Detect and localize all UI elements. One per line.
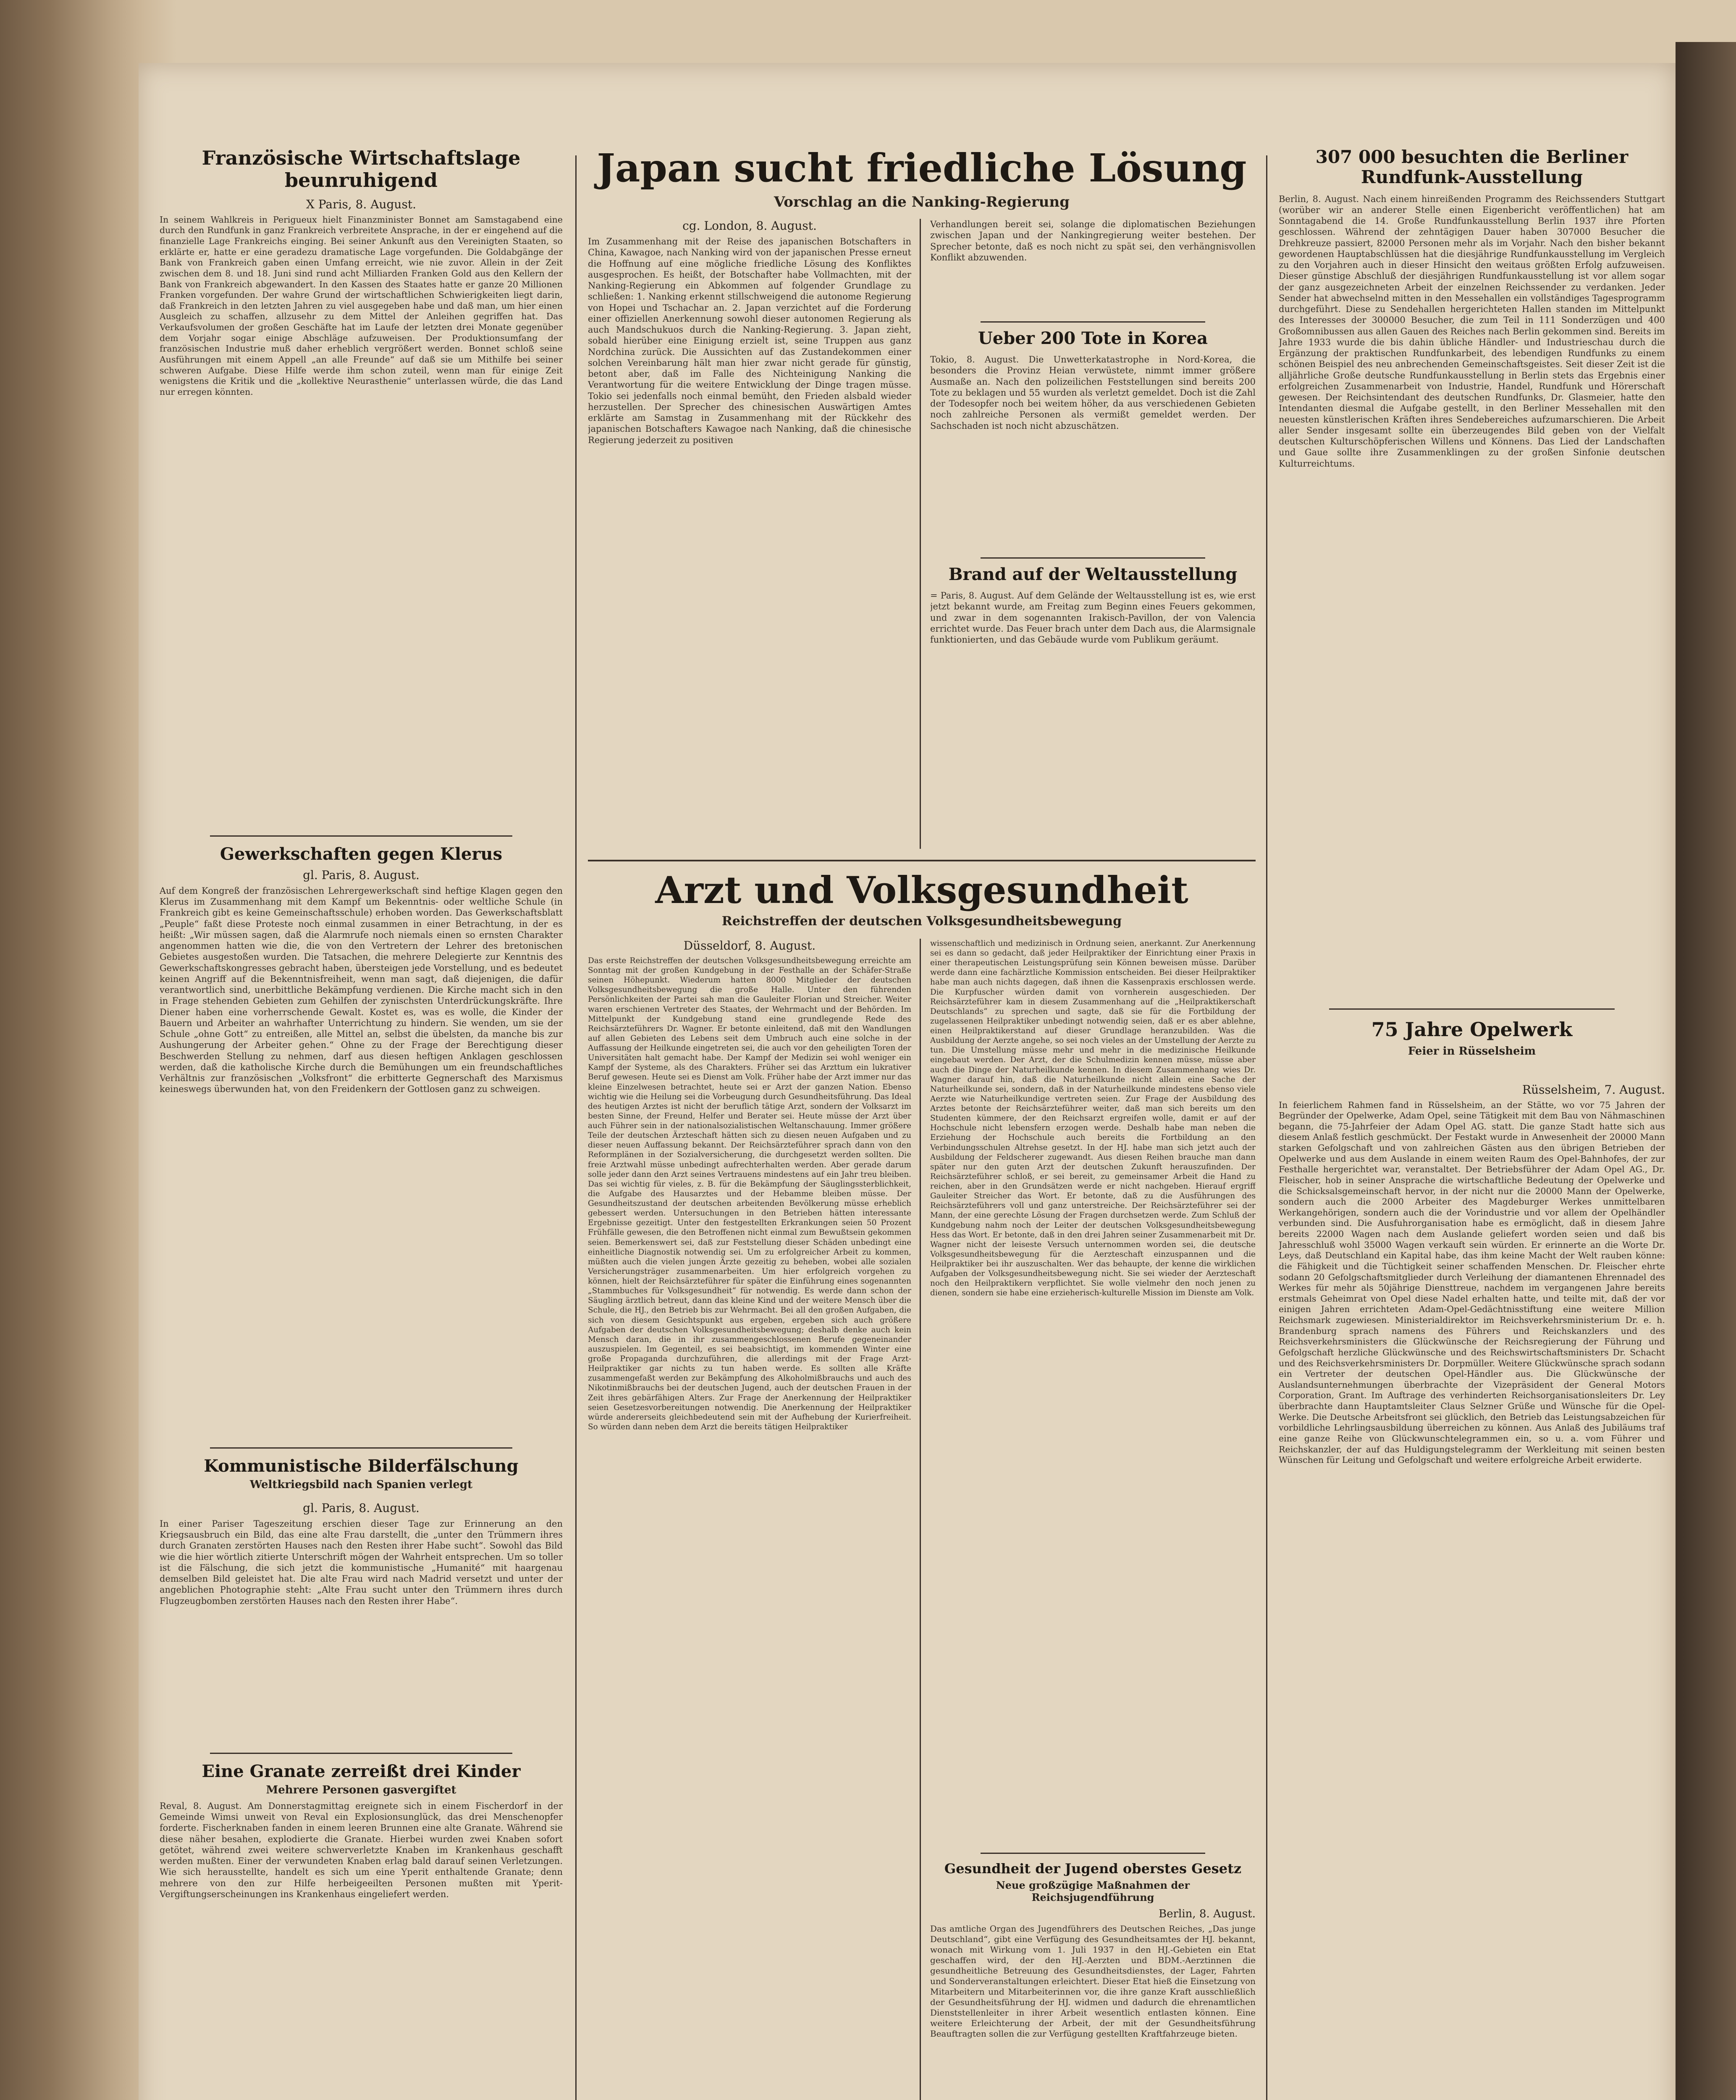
section-divider-line — [588, 860, 1256, 861]
column-rule — [575, 155, 577, 2100]
column-rule — [920, 219, 921, 849]
article-body: In feierlichem Rahmen fand in Rüsselsheim, an der Stätte, wo vor 75 Jahren der Begründer der Opelwerke, Adam Opel, seine Tätigkeit mit dem Bau von Nähmaschinen begann, die 75-Jahrfeier der Adam Opel AG. statt. Die ganze Stadt hatte sich aus diesem Anlaß festlich geschmückt. Der Festakt wurde in Anwesenheit der 20000 Mann starken Gefolgschaft und von zahlreichen Gästen aus den übrigen Betrieben der Opelwerke und aus dem Auslande in einem weiten Raum des Opel-Bahnhofes, der zur Festhalle hergerichtet war, veranstaltet. Der Betriebsführer der Adam Opel AG., Dr. Fleischer, hob in seiner Ansprache die wirtschaftliche Bedeutung der Opelwerke und die Schicksalsgemeinschaft hervor, in der nicht nur die 20000 Mann der Opelwerke, sondern auch die 2000 Arbeiter des Magdeburger Werkes unmittelbaren Werkangehörigen, sondern auch die der Vorindustrie und vor allem der Opelhändler verbunden sind. Die Ausfuhrorganisation habe es ermöglicht, daß in diesem Jahre bereits 22000 Wagen nach dem Auslande geliefert worden seien und daß bis Jahresschluß wohl 35000 Wagen verkauft sein würden. Er erinnerte an die Worte Dr. Leys, daß Deutschland ein Kapital habe, das ihm keine Macht der Welt rauben könne: die Fähigkeit und die Tüchtigkeit seiner schaffenden Menschen. Dr. Fleischer ehrte sodann 20 Gefolgschaftsmitglieder durch Verleihung der diamantenen Ehrennadel des Werkes für mehr als 50jährige Diensttreue, nachdem im vergangenen Jahre bereits erstmals Geheimrat von Opel diese Nadel erhalten hatte, und teilte mit, daß der vor einigen Jahren errichteten Adam-Opel-Gedächtnisstiftung eine weitere Million Reichsmark zugewiesen. Ministerialdirektor im Reichsverkehrsministerium Dr. e. h. Brandenburg sprach namens des Führers und Reichskanzlers und des Reichsverkehrsministers die Glückwünsche der Reichsregierung der Führung und Gefolgschaft herzliche Glückwünsche und des Reichswirtschaftsministers Dr. Schacht und des Reichsverkehrsministers Dr. Dorpmüller. Weitere Glückwünsche sprach sodann ein Vertreter der deutschen Opel-Händler aus. Die Glückwünsche der Auslandsunternehmungen überbrachte der Vizepräsident der General Motors Corporation, Grant. Im Auftrage des verhinderten Reichsorganisationsleiters Dr. Ley überbrachte dann Hauptamtsleiter Claus Selzner Grüße und Wünsche für die Opel-Werke. Die Deutsche Arbeitsfront sei glücklich, den Betrieb das Leistungsabzeichen für vorbildliche Lehrlingsausbildung überreichen zu können. Aus Anlaß des Jubiläums traf eine ganze Reihe von Glückwunschtelegrammen ein, so u. a. vom Führer und Reichskanzler, der auf das Huldigungstelegramm der Werkleitung mit seinen besten Wünschen für Leitung und Gefolgschaft und weitere erfolgreiche Arbeit erwiderte. — [1279, 1100, 1665, 1465]
article-body: Das erste Reichstreffen der deutschen Volksgesundheitsbewegung erreichte am Sonntag mit der großen Kundgebung in der Festhalle an der Schäfer-Straße seinen Höhepunkt. Wiederum hatten 8000 Mitglieder der deutschen Volksgesundheitsbewegung die große Halle. Unter den führenden Persönlichkeiten der Partei sah man die Gauleiter Florian und Streicher. Weiter waren erschienen Vertreter des Staates, der Wehrmacht und der Behörden. Im Mittelpunkt der Kundgebung stand eine grundlegende Rede des Reichsärzteführers Dr. Wagner. Er betonte einleitend, daß mit den Wandlungen auf allen Gebieten des Lebens seit dem Umbruch auch eine solche in der Auffassung der Heilkunde eingetreten sei, die auch vor den geheiligten Toren der Universitäten halt gemacht habe. Der Kampf der Medizin sei wohl weniger ein Kampf der Systeme, als des Charakters. Früher sei das Arzttum ein lukrativer Beruf gewesen. Heute sei es Dienst am Volk. Früher habe der Arzt immer nur das kleine Einzelwesen betrachtet, heute sei er Arzt der ganzen Nation. Ebenso wichtig wie die Heilung sei die Vorbeugung durch Gesundheitsführung. Das Ideal des heutigen Arztes ist nicht der beruflich tätige Arzt, sondern der Volksarzt im besten Sinne, der Freund, Helfer und Berater sei. Heute müsse der Arzt über auch Führer sein in der nationalsozialistischen Weltanschauung. Immer größere Teile der deutschen Ärzteschaft hätten sich zu diesen neuen Aufgaben und zu dieser neuen Auffassung bekannt. Der Reichsärzteführer sprach dann von den Reformplänen in der Sozialversicherung, die durchgesetzt werden sollten. Die freie Arztwahl müsse unbedingt aufrechterhalten werden. Aber gerade darum solle jeder dann den Arzt seines Vertrauens mindestens auf ein Jahr treu bleiben. Das sei wichtig für vieles, z. B. für die Bekämpfung der Säuglingssterblichkeit, die Aufgabe des Hausarztes und der Hebamme bleiben müsse. Der Gesundheitszustand der deutschen arbeitenden Bevölkerung müsse erheblich gebessert werden. Untersuchungen in den Betrieben hätten interessante Ergebnisse gezeitigt. Unter den festgestellten Erkrankungen seien 50 Prozent Frühfälle gewesen, die den Betroffenen nicht einmal zum Bewußtsein gekommen seien. Bemerkenswert sei, daß zur Feststellung dieser Schäden unbedingt eine einheitliche Diagnostik notwendig sei. Um zu erfolgreicher Arbeit zu kommen, müßten auch die vielen jungen Ärzte gezeitig zu beheben, wobei alle sozialen Versicherungsträger zusammenarbeiten. Um hier erfolgreich vorgehen zu können, hielt der Reichsärzteführer für später die Einführung eines sogenannten „Stammbuches für Volksgesundheit“ für notwendig. Es werde dann schon der Säugling ärztlich betreut, dann das kleine Kind und der weitere Mensch über die Schule, die HJ., den Betrieb bis zur Wehrmacht. Bei all den großen Aufgaben, die sich von diesem Gesichtspunkt aus ergeben, ergeben sich auch größere Aufgaben der deutschen Volksgesundheitsbewegung; deshalb denke auch kein Mensch daran, die in ihr zusammengeschlossenen Berufe gegeneinander auszuspielen. Im Gegenteil, es sei beabsichtigt, im kommenden Winter eine große Propaganda durchzuführen, die allerdings mit der Frage Arzt-Heilpraktiker gar nichts zu tun haben werde. Es sollten alle Kräfte zusammengefaßt werden zur Bekämpfung des Alkoholmißbrauchs und auch des Nikotinmißbrauchs bei der deutschen Jugend, auch der deutschen Frauen in der Zeit ihres gebärfähigen Alters. Zur Frage der Anerkennung der Heilpraktiker seien Gesetzesvorbereitungen notwendig. Die Anerkennung der Heilpraktiker würde andererseits gleichbedeutend sein mit der Aufhebung der Kurierfreiheit. So würden dann neben dem Arzt die bereits tätigen Heilpraktiker — [588, 956, 911, 1431]
left-column — [160, 147, 563, 2053]
dateline: Düsseldorf, 8. August. — [683, 938, 816, 953]
column-divider-line — [210, 1753, 512, 1754]
newspaper-page — [139, 63, 1676, 2100]
article-subheadline: Feier in Rüsselsheim — [1408, 1045, 1536, 1058]
article-body: Berlin, 8. August. Nach einem hinreißenden Programm des Reichssenders Stuttgart (worüber wir an anderer Stelle einen Eigenbericht veröffentlichen) hat am Sonntagabend die 14. Große Rundfunkausstellung Berlin 1937 ihre Pforten geschlossen. Während der zehntägigen Dauer haben 307000 Besucher die Drehkreuze passiert, 82000 Personen mehr als im Vorjahr. Nach den bisher bekannt gewordenen Hauptabschlüssen hat die diesjährige Rundfunkausstellung im Vergleich zu den Vorjahren auch in dieser Hinsicht den weitaus größten Erfolg aufzuweisen. Dieser günstige Abschluß der diesjährigen Rundfunkausstellung ist vor allem sogar der ganz ausgezeichneten Arbeit der einzelnen Reichssender zu verdanken. Jeder Sender hat abwechselnd mitten in den Messehallen ein vollständiges Tagesprogramm durchgeführt. Diese zu Sendehallen hergerichteten Hallen standen im Mittelpunkt des Interesses der 300000 Besucher, die zum Teil in 111 Sonderzügen und 400 Großomnibussen aus allen Gauen des Reiches nach Berlin gekommen sind. Bereits im Jahre 1933 wurde die bis dahin übliche Händler- und Industrieschau durch die Ergänzung der praktischen Rundfunkarbeit, des lebendigen Rundfunks zu einem schönen Beispiel des neu anbrechenden Gemeinschaftsgeistes. Seit dieser Zeit ist die alljährliche Große deutsche Rundfunkausstellung in Berlin stets das Ergebnis einer erfolgreichen Zusammenarbeit von Industrie, Handel, Rundfunk und Hörerschaft gewesen. Der Reichsintendant des deutschen Rundfunks, Dr. Glasmeier, hatte den Intendanten diesmal die Aufgabe gestellt, in den Berliner Messehallen mit den neuesten künstlerischen Kräften ihres Sendebereiches aufzumarschieren. Die Arbeit aller Sender insgesamt sollte ein überzeugendes Bild geben von der Vielfalt deutschen Kulturschöpferischen Willens und Könnens. Das Lied der Landschaften und Gaue sollte ihre Zusammenklingen zu der großen Sinfonie deutschen Kulturreichtums. — [1279, 194, 1665, 469]
article-body: wissenschaftlich und medizinisch in Ordnung seien, anerkannt. Zur Anerkennung sei es dann so gedacht, daß jeder Heilpraktiker der Einrichtung einer Praxis in einer therapeutischen Leistungsprüfung sein Können beweisen müsse. Darüber werde dann eine fachärztliche Kommission entscheiden. Bei dieser Heilpraktiker habe man auch nichts dagegen, daß ihnen die Kassenpraxis erschlossen werde. Die Kurpfuscher würden damit von vornherein ausgeschieden. Der Reichsärzteführer kam in diesem Zusammenhang auf die „Heilpraktikerschaft Deutschlands“ zu sprechen und sagte, daß sie für die Fortbildung der zugelassenen Heilpraktiker unbedingt notwendig seien, daß er es aber ablehne, einen Heilpraktikerstand auf dieser Grundlage heranzubilden. Was die Ausbildung der Aerzte angehe, so sei noch vieles an der Umstellung der Aerzte zu tun. Die Umstellung müsse mehr und mehr in die medizinische Heilkunde eingebaut werden. Der Arzt, der die Schulmedizin kennen müsse, müsse aber auch die Dinge der Naturheilkunde kennen. In diesem Zusammenhang wies Dr. Wagner darauf hin, daß die Naturheilkunde nicht allein eine Sache der Naturheilkunde sei, sondern, daß in der Naturheilkunde mindestens ebenso viele Aerzte wie Naturheilkundige vertreten seien. Zur Frage der Ausbildung des Arztes betonte der Reichsärzteführer weiter, daß man sich bereits um den Studenten kümmere, der den Reichsarzt ergreifen wolle, damit er auf der Hochschule nicht lebensfern erzogen werde. Deshalb habe man neben die Erziehung der Hochschule auch bereits die Fortbildung an den Verbindungsschulen Altrehse gesetzt. In der HJ. habe man sich jetzt auch der Ausbildung der Feldscherer zugewandt. Aus diesen Reihen brauche man dann später nur den guten Arzt der deutschen Zukunft herauszufinden. Der Reichsärzteführer schloß, er sei bereit, zu gemeinsamer Arbeit die Hand zu reichen, aber in den Grundsätzen werde er nicht nachgeben. Hierauf ergriff Gauleiter Streicher das Wort. Er betonte, daß zu die Ausführungen des Reichsärzteführers voll und ganz unterstreiche. Der Reichsärzteführer sei der Mann, der eine gerechte Lösung der Fragen durchsetzen werde. Zum Schluß der Kundgebung nahm noch der Leiter der deutschen Volksgesundheitsbewegung Hess das Wort. Er betonte, daß in den drei Jahren seiner Zusammenarbeit mit Dr. Wagner nicht der leiseste Versuch unternommen worden sei, die deutsche Volksgesundheitsbewegung für die Aerzteschaft einzuspannen und die Heilpraktiker bei ihr auszuschalten. Wer das behaupte, der kenne die wirklichen Aufgaben der Volksgesundheitsbewegung nicht. Sie sei wieder der Aerzteschaft noch den Heilpraktikern verpflichtet. Sie wolle vielmehr den noch jenen zu dienen, sondern sie habe eine erzieherisch-kulturelle Mission im Dienste am Volk. — [930, 939, 1256, 1298]
dateline: X Paris, 8. August. — [306, 197, 416, 211]
right-column — [1279, 147, 1665, 2100]
dateline: cg. London, 8. August. — [682, 219, 817, 233]
article-body: Reval, 8. August. Am Donnerstagmittag ereignete sich in einem Fischerdorf in der Gemeinde Wimsi unweit von Reval ein Explosionsunglück, das drei Menschenopfer forderte. Fischerknaben fanden in einem leeren Brunnen eine alte Granate. Während sie diese näher besahen, explodierte die Granate. Hierbei wurden zwei Knaben sofort getötet, während zwei weitere schwerverletzte Knaben im Krankenhaus geschafft werden mußten. Einer der verwundeten Knaben erlag bald darauf seinen Verletzungen. Wie sich herausstellte, handelt es sich um eine Yperit enthaltende Granate; denn mehrere von den zur Hilfe herbeigeeilten Personen mußten mit Yperit-Vergiftungserscheinungen ins Krankenhaus eingeliefert werden. — [160, 1801, 563, 1899]
article-headline: Japan sucht friedliche Lösung — [597, 145, 1247, 191]
article-headline: Ueber 200 Tote in Korea — [978, 328, 1208, 349]
article-subheadline: Reichstreffen der deutschen Volksgesundheitsbewegung — [721, 914, 1122, 929]
article-headline: 307 000 besuchten die Berliner Rundfunk-Ausstellung — [1315, 147, 1628, 188]
article-subheadline: Mehrere Personen gasvergiftet — [266, 1783, 456, 1796]
column-divider-line — [981, 557, 1205, 559]
article-body: In einer Pariser Tageszeitung erschien dieser Tage zur Erinnerung an den Kriegsausbruch ein Bild, das eine alte Frau darstellt, die „unter den Trümmern ihres durch Granaten zerstörten Hauses nach den Resten ihrer Habe sucht“. Sowohl das Bild wie die hier wörtlich zitierte Unterschrift mögen der Wahrheit entsprechen. Um so toller ist die Fälschung, die sich jetzt die kommunistische „Humanité“ mit haargenau demselben Bild geleistet hat. Die alte Frau wird nach Madrid versetzt und unter der angeblichen Photographie steht: „Alte Frau sucht unter den Trümmern ihres durch Flugzeugbomben zerstörten Hauses nach den Resten ihrer Habe“. — [160, 1518, 563, 1606]
article-headline: Kommunistische Bilderfälschung — [204, 1456, 519, 1476]
column-divider-line — [210, 835, 512, 837]
article-subheadline: Weltkriegsbild nach Spanien verlegt — [249, 1478, 473, 1491]
dateline: Berlin, 8. August. — [1159, 1907, 1256, 1920]
adjacent-page-edge — [1676, 42, 1736, 2100]
article-headline: Brand auf der Weltausstellung — [948, 564, 1238, 585]
article-body: Im Zusammenhang mit der Reise des japanischen Botschafters in China, Kawagoe, nach Nanking wird von der japanischen Presse erneut die Hoffnung auf eine mögliche friedliche Lösung des Konfliktes ausgesprochen. Es heißt, der Botschafter habe Vollmachten, mit der Nanking-Regierung ein Abkommen auf folgender Grundlage zu schließen: 1. Nanking erkennt stillschweigend die autonome Regierung von Hopei und Tschachar an. 2. Japan verzichtet auf die Forderung einer offiziellen Anerkennung sowohl dieser autonomen Regierung als auch Mandschukuos durch die Nanking-Regierung. 3. Japan zieht, sobald hierüber eine Einigung erzielt ist, seine Truppen aus ganz Nordchina zurück. Die Aussichten auf das Zustandekommen einer solchen Vereinbarung hält man hier zwar nicht gerade für günstig, betont aber, daß im Falle des Nichteinigung Nanking die Verantwortung für die weitere Entwicklung der Dinge tragen müsse. Tokio sei jedenfalls noch einmal bemüht, den Frieden alsbald wieder herzustellen. Der Sprecher des chinesischen Auswärtigen Amtes erklärte am Samstag in Zusammenhang mit der Rückkehr des japanischen Botschafters Kawagoe nach Nanking, daß die chinesische Regierung jederzeit zu positiven — [588, 236, 911, 445]
column-rule — [1266, 155, 1267, 2100]
article-body: In seinem Wahlkreis in Perigueux hielt Finanzminister Bonnet am Samstagabend eine durch den Rundfunk in ganz Frankreich verbreitete Ansprache, in der er eingehend auf die finanzielle Lage Frankreichs einging. Bei seiner Ankunft aus den Vereinigten Staaten, so erklärte er, hatte er eine geradezu dramatische Lage vorgefunden. Die Goldabgänge der Bank von Frankreich gaben einen Umfang erreicht, wie nie zuvor. Allein in der Zeit zwischen dem 8. und 18. Juni sind rund acht Milliarden Franken Gold aus den Kellern der Bank von Frankreich abgewandert. In den Kassen des Staates hatte er ganze 20 Millionen Franken vorgefunden. Der wahre Grund der wirtschaftlichen Schwierigkeiten liegt darin, daß Frankreich in den letzten Jahren zu viel ausgegeben habe und daß man, um hier einen Ausgleich zu schaffen, allzusehr zu dem Mittel der Anleihen gegriffen hat. Das Verkaufsvolumen der großen Geschäfte hat im Laufe der letzten drei Monate gegenüber dem Vorjahr sogar einige Abschläge aufzuweisen. Der Produktionsumfang der französischen Industrie muß daher erheblich vergrößert werden. Bonnet schloß seine Ausführungen mit einem Appell „an alle Freunde“ auf daß sie um Mithilfe bei seiner schweren Aufgabe. Diese Hilfe werde ihm schon zuteil, wenn man für einige Zeit wenigstens die Kritik und die „kollektive Neurasthenie“ unterlassen würde, die das Land nur erregen könnten. — [160, 214, 563, 397]
dateline: gl. Paris, 8. August. — [303, 1501, 420, 1515]
article-headline: Eine Granate zerreißt drei Kinder — [202, 1761, 521, 1781]
article-body: Verhandlungen bereit sei, solange die diplomatischen Beziehungen zwischen Japan und der Nankingregierung weiter bestehen. Der Sprecher betonte, daß es noch nicht zu spät sei, den verhängnisvollen Konflikt abzuwenden. — [930, 219, 1256, 262]
column-divider-line — [981, 1853, 1205, 1854]
article-headline: 75 Jahre Opelwerk — [1371, 1018, 1573, 1041]
column-divider-line — [210, 1447, 512, 1449]
column-divider-line — [981, 321, 1205, 323]
article-body: = Paris, 8. August. Auf dem Gelände der Weltausstellung ist es, wie erst jetzt bekannt wurde, am Freitag zum Beginn eines Feuers gekommen, und zwar in dem sogenannten Irakisch-Pavillon, der von Valencia errichtet wurde. Das Feuer brach unter dem Dach aus, die Alarmsignale funktionierten, und das Gebäude wurde vom Publikum geräumt. — [930, 591, 1256, 645]
column-divider-line — [1329, 1008, 1615, 1010]
article-headline: Gesundheit der Jugend oberstes Gesetz — [944, 1860, 1242, 1877]
article-headline: Französische Wirtschaftslage beunruhigend — [202, 147, 521, 192]
center-column — [588, 147, 1256, 2100]
dateline: Rüsselsheim, 7. August. — [1522, 1082, 1665, 1097]
article-headline: Arzt und Volksgesundheit — [655, 868, 1188, 912]
article-subheadline: Vorschlag an die Nanking-Regierung — [774, 194, 1070, 211]
article-body: Tokio, 8. August. Die Unwetterkatastrophe in Nord-Korea, die besonders die Provinz Heian verwüstete, nimmt immer größere Ausmaße an. Nach den polizeilichen Feststellungen sind bereits 200 Tote zu beklagen und 55 wurden als verletzt gemeldet. Doch ist die Zahl der Todesopfer noch bei weitem höher, da aus verschiedenen Gebieten noch zahlreiche Personen als vermißt gemeldet werden. Der Sachschaden ist noch nicht abzuschätzen. — [930, 354, 1256, 431]
article-headline: Gewerkschaften gegen Klerus — [220, 844, 503, 864]
article-subheadline: Neue großzügige Maßnahmen der Reichsjugendführung — [996, 1879, 1190, 1903]
column-rule — [920, 939, 921, 2100]
article-body: Auf dem Kongreß der französischen Lehrergewerkschaft sind heftige Klagen gegen den Klerus im Zusammenhang mit dem Kampf um Bekenntnis- oder weltliche Schule (in Frankreich gibt es keine Gemeinschaftsschule) erhoben worden. Das Gewerkschaftsblatt „Peuple“ faßt diese Proteste noch einmal zusammen in einer Betrachtung, in der es heißt: „Wir müssen sagen, daß die Alarmrufe noch niemals einen so ernsten Charakter angenommen hatten wie die, die von den Vertretern der Lehrer des bretonischen Gebietes ausgestoßen wurden. Die Tatsachen, die mehrere Delegierte zur Kenntnis des Gewerkschaftskongresses gebracht haben, übersteigen jede Vorstellung, und es bedeutet keinen Angriff auf die Bekenntnisfreiheit, wenn man sagt, daß diejenigen, die dafür verantwortlich sind, unerbittliche Bekämpfung verdienen. Die Kirche macht sich in den in Frage stehenden Gebieten zum Gehilfen der zynischsten Unterdrückungskräfte. Ihre Diener haben eine vorherrschende Gewalt. Kostet es, was es wolle, die Kinder der Bauern und Arbeiter an wahrhafter Unterrichtung zu hindern. Sie wenden, um sie der Schule „ohne Gott“ zu entreißen, alle Mittel an, selbst die übelsten, da manche bis zur Aushungerung der Arbeiter gehen.“ Ohne zu der Frage der Berechtigung dieser Beschwerden Stellung zu nehmen, darf aus diesen heftigen Anklagen geschlossen werden, daß die katholische Kirche durch die Bemühungen um ein freundschaftliches Verhältnis zur französischen „Volksfront“ die erbitterte Gegnerschaft des Marxismus keineswegs überwunden hat, von den Freidenkern der Gottlosen ganz zu schweigen. — [160, 885, 563, 1095]
dateline: gl. Paris, 8. August. — [303, 868, 420, 882]
article-body: Das amtliche Organ des Jugendführers des Deutschen Reiches, „Das junge Deutschland“, gibt eine Verfügung des Gesundheitsamtes der HJ. bekannt, wonach mit Wirkung vom 1. Juli 1937 in den HJ.-Gebieten ein Etat geschaffen wird, der den HJ.-Aerzten und BDM.-Aerztinnen die gesundheitliche Betreuung des Gesundheitsdienstes, der Lager, Fahrten und Sonderveranstaltungen erleichtert. Dieser Etat hieß die Einsetzung von Mitarbeitern und Mitarbeiterinnen vor, die ihre ganze Kraft ausschließlich der Gesundheitsführung der HJ. widmen und dadurch die ehrenamtlichen Dienststellenleiter in ihrer Arbeit wesentlich entlasten können. Eine weitere Erleichterung der Arbeit, der mit der Gesundheitsführung Beauftragten sollen die zur Verfügung gestellten Kraftfahrzeuge bieten. — [930, 1923, 1256, 2039]
